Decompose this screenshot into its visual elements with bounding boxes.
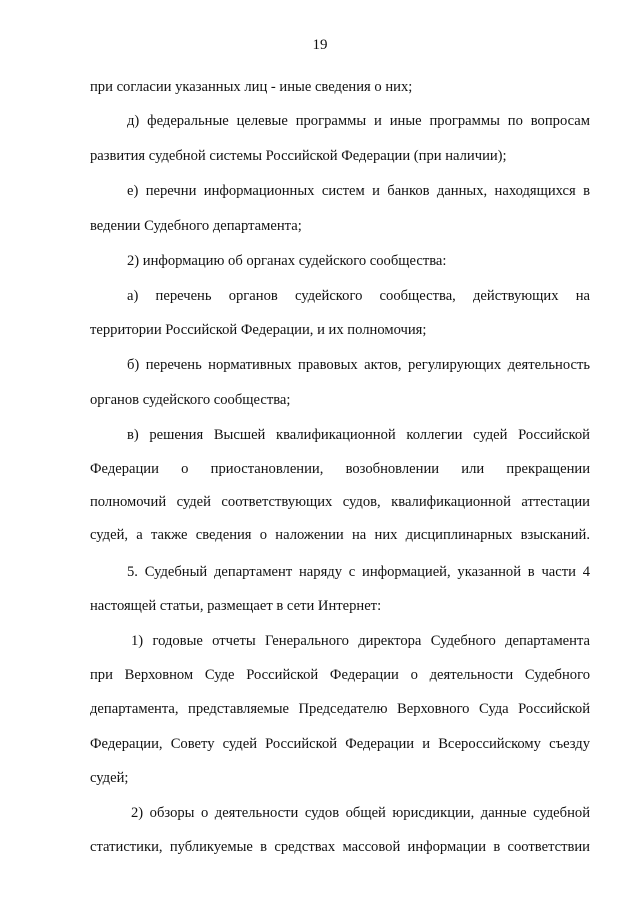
text-line: судей, а также сведения о наложении на них дисциплинарных взысканий. <box>90 527 590 543</box>
text-line: б) перечень нормативных правовых актов, регулирующих деятельность <box>127 357 590 373</box>
text-line: статистики, публикуемые в средствах массовой информации в соответствии <box>90 839 590 855</box>
text-line: в) решения Высшей квалификационной коллегии судей Российской <box>127 427 590 443</box>
text-line: при согласии указанных лиц - иные сведения о них; <box>90 79 413 95</box>
text-line: е) перечни информационных систем и банков данных, находящихся в <box>127 183 590 199</box>
text-line: Федерации о приостановлении, возобновлении или прекращении <box>90 461 590 477</box>
text-line: развития судебной системы Российской Федерации (при наличии); <box>90 148 507 164</box>
text-line: 1) годовые отчеты Генерального директора Судебного департамента <box>131 633 590 649</box>
text-line: департамента, представляемые Председателю Верховного Суда Российской <box>90 701 590 717</box>
text-line: ведении Судебного департамента; <box>90 218 302 234</box>
text-line: д) федеральные целевые программы и иные программы по вопросам <box>127 113 590 129</box>
text-line: полномочий судей соответствующих судов, квалификационной аттестации <box>90 494 590 510</box>
text-line: судей; <box>90 770 129 786</box>
text-line: 2) информацию об органах судейского сообщества: <box>127 253 447 269</box>
text-line: при Верховном Суде Российской Федерации о деятельности Судебного <box>90 667 590 683</box>
text-line: территории Российской Федерации, и их полномочия; <box>90 322 427 338</box>
text-line: Федерации, Совету судей Российской Федерации и Всероссийскому съезду <box>90 736 590 752</box>
text-line: 2) обзоры о деятельности судов общей юрисдикции, данные судебной <box>131 805 590 821</box>
page-number: 19 <box>312 37 328 53</box>
text-line: настоящей статьи, размещает в сети Интернет: <box>90 598 382 614</box>
text-line: 5. Судебный департамент наряду с информацией, указанной в части 4 <box>127 564 590 580</box>
text-line: органов судейского сообщества; <box>90 392 291 408</box>
text-line: а) перечень органов судейского сообщества, действующих на <box>127 288 590 304</box>
